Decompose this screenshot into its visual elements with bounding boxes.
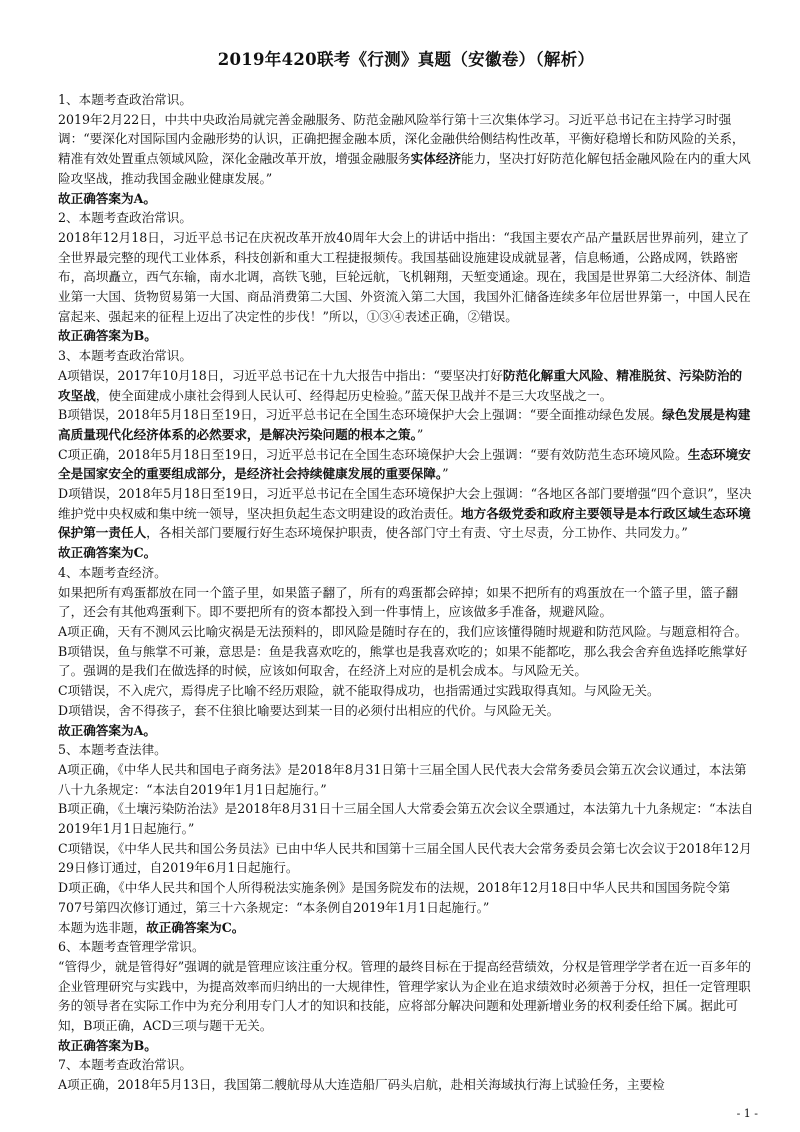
- question-heading: [58, 937, 754, 957]
- answer-line: [58, 1036, 754, 1056]
- text-run: B项错误，鱼与熊掌不可兼，意思是：鱼是我喜欢吃的，熊掌也是我喜欢吃的；如果不能都吃，那么我会舍弃鱼选择吃熊掌好了。强调的是我们在做选择的时候，应该如何取舍，在经济上对应的是机会成本。与风险无关。: [58, 643, 748, 679]
- text-run: 7、本题考查政治常识。: [58, 1057, 192, 1073]
- explanation-paragraph: [58, 405, 754, 444]
- question-7-section: [58, 1055, 754, 1094]
- text-run: “管得少，就是管得好”强调的就是管理应该注重分权。管理的最终目标在于提高经营绩效，分权是管理学学者在近一百多年的企业管理研究与实践中，为提高效率而归纳出的一大规律性，管理学家认为企业在追求绩效时必须善于分权，担任一定管理职务的领导者在实际工作中为充分利用专门人才的知识和技能，应将部分解决问题和处理新增业务的权利委任给下属。据此可知，B项正确，ACD三项与题干无关。: [58, 958, 751, 1034]
- explanation-paragraph: [58, 701, 754, 721]
- text-run: 能力，坚决打好防范化解包括金融风险在内的重大风险攻坚战，推动我国金融业健康发展。”: [58, 151, 751, 186]
- explanation-paragraph: [58, 957, 754, 1036]
- explanation-paragraph: [58, 760, 754, 799]
- text-run: A项正确，2018年5月13日，我国第二艘航母从大连造船厂码头启航，赴相关海域执行海上试验任务，主要检: [58, 1077, 665, 1093]
- question-heading: [58, 90, 754, 110]
- question-heading: [58, 740, 754, 760]
- text-run: 如果把所有鸡蛋都放在同一个篮子里，如果篮子翻了，所有的鸡蛋都会碎掉；如果不把所有的鸡蛋放在一个篮子里，篮子翻了，还会有其他鸡蛋剩下。即不要把所有的资本都投入到一件事情上，应该做多手准备，规避风险。: [58, 584, 739, 620]
- bold-emphasis: 绿色发展是构建高质量现代化经济体系的必然要求，是解决污染问题的根本之策。: [58, 407, 751, 442]
- bold-emphasis: 防范化解重大风险、精准脱贫、污染防治的攻坚战: [58, 367, 743, 403]
- text-run: B项正确，《土壤污染防治法》是2018年8月31日十三届全国人大常委会第五次会议全票通过，本法第九十九条规定：“本法自2019年1月1日起施行。”: [58, 801, 754, 837]
- document-body: [58, 90, 754, 1095]
- text-run: 3、本题考查政治常识。: [58, 348, 192, 364]
- text-run: B项错误，2018年5月18日至19日，习近平总书记在全国生态环境保护大会上强调：“要全面推动绿色发展。: [58, 407, 663, 423]
- bold-emphasis: 生态环境安全是国家安全的重要组成部分，是经济社会持续健康发展的重要保障。: [58, 446, 751, 482]
- explanation-paragraph: [58, 642, 754, 681]
- text-run: ”: [442, 466, 449, 482]
- text-run: C项错误，《中华人民共和国公务员法》已由中华人民共和国第十三届全国人民代表大会常务委员会第七次会议于2018年12月29日修订通过，自2019年6月1日起施行。: [58, 840, 752, 876]
- document-title: 2019年420联考《行测》真题（安徽卷）（解析）: [217, 50, 595, 69]
- bold-emphasis: 故正确答案为C。: [146, 919, 245, 935]
- question-heading: [58, 563, 754, 583]
- text-run: 2018年12月18日，习近平总书记在庆祝改革开放40周年大会上的讲话中指出：“我国主要农产品产量跃居世界前列，建立了全世界最完整的现代工业体系，科技创新和重大工程捷报频传。我国基础设施建设成就显著，信息畅通，公路成网，铁路密布，高坝矗立，西气东输，南水北调，高铁飞驰，巨轮远航，飞机翱翔，天堑变通途。现在，我国是世界第二大经济体、制造业第一大国、货物贸易第一大国、商品消费第二大国、外资流入第二大国，我国外汇储备连续多年位居世界第一，中国人民在富起来、强起来的征程上迈出了决定性的步伐！”所以，①③④表述正确，②错误。: [58, 229, 751, 324]
- text-run: C项错误，不入虎穴，焉得虎子比喻不经历艰险，就不能取得成功，也指需通过实践取得真知。与风险无关。: [58, 683, 660, 699]
- question-4-section: [58, 563, 754, 740]
- page-number: - 1 -: [736, 1107, 758, 1120]
- text-run: ，使全面建成小康社会得到人民认可、经得起历史检验。”蓝天保卫战并不是三大攻坚战之一。: [95, 387, 613, 403]
- text-run: 6、本题考查管理学常识。: [58, 939, 205, 955]
- question-6-section: [58, 937, 754, 1055]
- bold-emphasis: 地方各级党委和政府主要领导是本行政区域生态环境保护第一责任人: [58, 505, 751, 541]
- explanation-paragraph: [58, 622, 754, 642]
- explanation-paragraph: [58, 583, 754, 622]
- explanation-paragraph: [58, 681, 754, 701]
- text-run: D项错误，2018年5月18日至19日，习近平总书记在全国生态环境保护大会上强调：“各地区各部门要增强“四个意识”，坚决维护党中央权威和集中统一领导，坚决担负起生态文明建设的政治责任。: [58, 486, 752, 521]
- question-1-section: [58, 90, 754, 208]
- explanation-paragraph: [58, 918, 754, 938]
- text-run: 故正确答案为A。: [58, 190, 156, 206]
- explanation-paragraph: [58, 366, 754, 405]
- text-run: 故正确答案为B。: [58, 328, 157, 344]
- text-run: 2、本题考查政治常识。: [58, 210, 192, 226]
- explanation-paragraph: [58, 878, 754, 917]
- text-run: 2019年2月22日，中共中央政治局就完善金融服务、防范金融风险举行第十三次集体学习。习近平总书记在主持学习时强调：“要深化对国际国内金融形势的认识，正确把握金融本质，深化金融供给侧结构性改革，平衡好稳增长和防风险的关系，精准有效处置重点领域风险，深化金融改革开放，增强金融服务: [58, 111, 745, 167]
- text-run: A项正确，天有不测风云比喻灾祸是无法预料的，即风险是随时存在的，我们应该懂得随时规避和防范风险。与题意相符合。: [58, 623, 748, 639]
- text-run: D项错误，舍不得孩子，套不住狼比喻要达到某一目的必须付出相应的代价。与风险无关。: [58, 702, 560, 718]
- explanation-paragraph: [58, 228, 754, 327]
- question-5-section: [58, 740, 754, 937]
- explanation-paragraph: [58, 839, 754, 878]
- text-run: A项错误，2017年10月18日，习近平总书记在十九大报告中指出：“要坚决打好: [58, 367, 503, 383]
- question-heading: [58, 208, 754, 228]
- bold-emphasis: 实体经济: [410, 151, 461, 167]
- text-run: A项正确，《中华人民共和国电子商务法》是2018年8月31日第十三届全国人民代表大会常务委员会第五次会议通过，本法第八十九条规定：“本法自2019年1月1日起施行。”: [58, 761, 747, 797]
- answer-line: [58, 189, 754, 209]
- text-run: 故正确答案为A。: [58, 722, 156, 738]
- explanation-paragraph: [58, 799, 754, 838]
- explanation-paragraph: [58, 445, 754, 484]
- text-run: D项正确，《中华人民共和国个人所得税法实施条例》是国务院发布的法规，2018年12月18日中华人民共和国国务院令第707号第四次修订通过，第三十六条规定：“本条例自2019年1月1日起施行。”: [58, 880, 731, 915]
- answer-line: [58, 543, 754, 563]
- document-page: [58, 46, 754, 1095]
- answer-line: [58, 721, 754, 741]
- text-run: ”: [416, 426, 424, 442]
- explanation-paragraph: [58, 1075, 754, 1095]
- text-run: 本题为选非题，: [58, 919, 147, 935]
- text-run: 故正确答案为C。: [58, 545, 157, 561]
- text-run: ，各相关部门要履行好生态环境保护职责，使各部门守土有责、守土尽责，分工协作、共同发力。”: [146, 525, 688, 541]
- question-heading: [58, 346, 754, 366]
- question-3-section: [58, 346, 754, 563]
- text-run: C项正确，2018年5月18日至19日，习近平总书记在全国生态环境保护大会上强调：“要有效防范生态环境风险。: [58, 446, 688, 462]
- question-2-section: [58, 208, 754, 346]
- text-run: 4、本题考查经济。: [58, 564, 167, 580]
- text-run: 5、本题考查法律。: [58, 742, 167, 758]
- explanation-paragraph: [58, 484, 754, 543]
- text-run: 1、本题考查政治常识。: [58, 92, 192, 107]
- explanation-paragraph: [58, 110, 754, 189]
- text-run: 故正确答案为B。: [58, 1037, 157, 1053]
- answer-line: [58, 326, 754, 346]
- question-heading: [58, 1055, 754, 1075]
